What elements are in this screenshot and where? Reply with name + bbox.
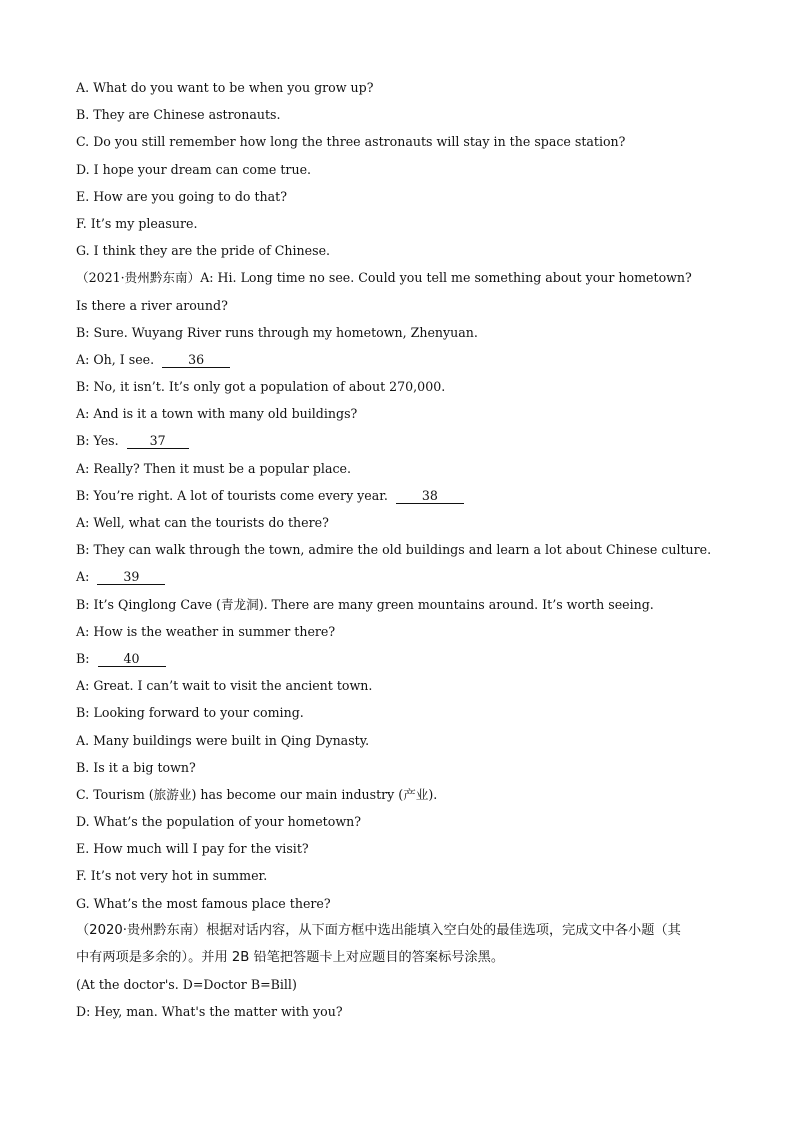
dialogue-line: B: Looking forward to your coming. (76, 705, 304, 721)
dialogue-line (76, 346, 726, 373)
dialogue-text: B: Yes. (76, 433, 119, 449)
dialogue-line: A: Really? Then it must be a popular place. (76, 460, 351, 476)
dialogue-text: A: (76, 569, 90, 585)
dialogue-line: B: It’s Qinglong Cave (青龙洞). There are many green mountains around. It’s worth seeing. (76, 596, 654, 612)
dialogue-line: A: Well, what can the tourists do there? (76, 515, 329, 530)
option-line: G. I think they are the pride of Chinese. (76, 243, 331, 259)
dialogue-text: B: (76, 650, 90, 666)
option-line: A. Many buildings were built in Qing Dynasty. (76, 732, 370, 748)
dialogue-setting: (At the doctor's. D=Doctor B=Bill) (76, 977, 297, 993)
dialogue-text: B: You’re right. A lot of tourists come every year. (76, 487, 388, 503)
option-line: B. Is it a big town? (76, 759, 196, 775)
answer-blank-38[interactable]: 38 (396, 489, 464, 504)
dialogue-line (76, 645, 726, 672)
question-intro-continued: Is there a river around? (76, 297, 228, 313)
option-line: C. Tourism (旅游业) has become our main industry (产业). (76, 786, 438, 802)
dialogue-line: B: No, it isn’t. It’s only got a population of about 270,000. (76, 379, 446, 395)
option-line: F. It’s not very hot in summer. (76, 868, 268, 884)
question-intro-continued: 中有两项是多余的）。并用 2B 铅笔把答题卡上对应题目的答案标号涂黑。 (76, 950, 505, 965)
option-line: C. Do you still remember how long the three astronauts will stay in the space station? (76, 134, 626, 150)
dialogue-line (76, 482, 726, 509)
question-intro: （2021·贵州黔东南）A: Hi. Long time no see. Could you tell me something about your hometown? (76, 270, 692, 286)
dialogue-line: D: Hey, man. What's the matter with you? (76, 1004, 343, 1020)
option-line: B. They are Chinese astronauts. (76, 107, 281, 123)
dialogue-line: A: How is the weather in summer there? (76, 623, 336, 639)
option-line: A. What do you want to be when you grow up? (76, 80, 374, 95)
dialogue-text: A: Oh, I see. (76, 351, 155, 367)
answer-blank-36[interactable]: 36 (162, 353, 230, 368)
option-line: E. How are you going to do that? (76, 188, 287, 204)
dialogue-line: B: Sure. Wuyang River runs through my hometown, Zhenyuan. (76, 324, 478, 340)
option-line: G. What’s the most famous place there? (76, 895, 331, 911)
dialogue-line: A: Great. I can’t wait to visit the ancient town. (76, 678, 373, 694)
question-intro: （2020·贵州黔东南）根据对话内容，从下面方框中选出能填入空白处的最佳选项，完成文中各小题（其 (76, 922, 681, 938)
option-line: E. How much will I pay for the visit? (76, 841, 309, 857)
dialogue-line: A: And is it a town with many old buildings? (76, 406, 358, 422)
option-line: D. I hope your dream can come true. (76, 161, 312, 177)
option-line: D. What’s the population of your hometown? (76, 814, 361, 830)
dialogue-line (76, 563, 726, 590)
answer-blank-39[interactable]: 39 (97, 570, 165, 585)
answer-blank-37[interactable]: 37 (127, 434, 189, 449)
answer-blank-40[interactable]: 40 (98, 652, 166, 667)
dialogue-line (76, 427, 726, 454)
option-line: F. It’s my pleasure. (76, 215, 198, 231)
dialogue-line: B: They can walk through the town, admire the old buildings and learn a lot about Chinese culture. (76, 542, 712, 558)
document-content (76, 74, 726, 1026)
